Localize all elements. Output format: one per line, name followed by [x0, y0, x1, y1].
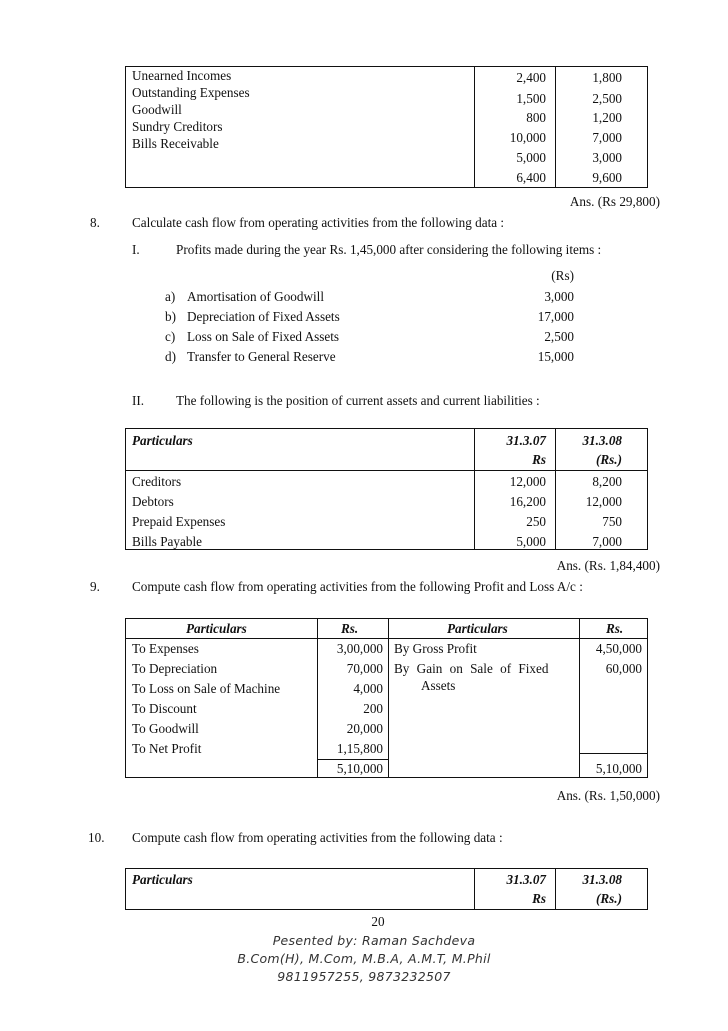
q8-item-letter: d)	[165, 349, 176, 364]
q8-header-col1: 31.3.07	[506, 433, 546, 448]
pl-header-left-particulars: Particulars	[186, 621, 247, 636]
credit-row-label: By Gross Profit	[394, 641, 477, 656]
top-col2-1: 2,500	[592, 91, 622, 106]
table-row-v1: 12,000	[509, 474, 546, 489]
top-label-3: Sundry Creditors	[132, 119, 223, 134]
top-label-0: Unearned Incomes	[132, 68, 232, 83]
right-total-line	[579, 753, 648, 754]
footer-phone: 9811957255, 9873232507	[277, 969, 451, 984]
q8-header-particulars: Particulars	[132, 433, 193, 448]
top-col2-5: 9,600	[592, 170, 622, 185]
credit-row-label: By Gain on Sale of Fixed	[394, 661, 549, 676]
q10-header-particulars: Particulars	[132, 872, 193, 887]
q8-item-letter: b)	[165, 309, 176, 324]
q8-header-col2: 31.3.08	[582, 433, 622, 448]
table-row-v2: 7,000	[592, 534, 622, 549]
credit-row-label-cont: Assets	[421, 678, 456, 693]
top-col1-5: 6,400	[516, 170, 546, 185]
answer-7: Ans. (Rs 29,800)	[569, 194, 660, 209]
q10-header-col2: 31.3.08	[582, 872, 622, 887]
q10-header-col1: 31.3.07	[506, 872, 546, 887]
top-col1-4: 5,000	[516, 150, 546, 165]
top-col2-3: 7,000	[592, 130, 622, 145]
top-col2-0: 1,800	[592, 70, 622, 85]
debit-row-label: To Expenses	[132, 641, 199, 656]
q8-part2-number: II.	[132, 393, 145, 408]
q8-item-value: 15,000	[537, 349, 574, 364]
top-col1-1: 1,500	[516, 91, 546, 106]
footer-presenter: Pesented by: Raman Sachdeva	[272, 933, 476, 948]
table-row-label: Prepaid Expenses	[132, 514, 226, 529]
q9-text: Compute cash flow from operating activities from the following Profit and Loss A/c :	[132, 579, 583, 594]
table-row-label: Bills Payable	[132, 534, 202, 549]
q8-number: 8.	[90, 215, 100, 230]
pl-header-right-particulars: Particulars	[447, 621, 508, 636]
table-row-label: Creditors	[132, 474, 182, 489]
q10-header-col1-unit: Rs	[532, 891, 546, 906]
debit-row-value: 4,000	[353, 681, 383, 696]
q8-table	[125, 428, 648, 550]
q8-unit: (Rs)	[551, 268, 574, 283]
pl-account-table	[125, 618, 648, 778]
top-col1-0: 2,400	[516, 70, 546, 85]
q8-item-value: 17,000	[537, 309, 574, 324]
q8-header-col1-unit: Rs	[532, 452, 546, 467]
q8-item-value: 3,000	[544, 289, 574, 304]
q10-table	[125, 868, 648, 910]
table-row-v1: 16,200	[509, 494, 546, 509]
top-col2-4: 3,000	[592, 150, 622, 165]
q8-part1-text: Profits made during the year Rs. 1,45,000 after considering the following items :	[176, 242, 602, 257]
debit-row-label: To Loss on Sale of Machine	[132, 681, 281, 696]
q8-text: Calculate cash flow from operating activities from the following data :	[132, 215, 505, 230]
left-total-line	[317, 759, 388, 760]
q10-text: Compute cash flow from operating activities from the following data :	[132, 830, 503, 845]
top-label-1: Outstanding Expenses	[132, 85, 250, 100]
q9-number: 9.	[90, 579, 100, 594]
table-row-label: Debtors	[132, 494, 174, 509]
q10-number: 10.	[88, 830, 105, 845]
q8-item-letter: a)	[165, 289, 176, 304]
q10-header-col2-unit: (Rs.)	[595, 891, 622, 906]
footer-qualifications: B.Com(H), M.Com, M.B.A, A.M.T, M.Phil	[237, 951, 491, 966]
debit-row-value: 1,15,800	[336, 741, 383, 756]
q8-item-value: 2,500	[544, 329, 574, 344]
pl-header-right-rs: Rs.	[606, 621, 624, 636]
pl-header-left-rs: Rs.	[341, 621, 359, 636]
top-label-2: Goodwill	[132, 102, 182, 117]
q8-header-col2-unit: (Rs.)	[595, 452, 622, 467]
top-col2-2: 1,200	[592, 110, 622, 125]
q8-item-label: Loss on Sale of Fixed Assets	[187, 329, 340, 344]
q8-part1-number: I.	[132, 242, 140, 257]
q8-item-label: Transfer to General Reserve	[187, 349, 336, 364]
debit-row-label: To Net Profit	[132, 741, 202, 756]
debit-row-value: 70,000	[346, 661, 383, 676]
debit-row-value: 200	[363, 701, 383, 716]
page-number: 20	[371, 914, 385, 929]
q8-item-letter: c)	[165, 329, 176, 344]
answer-8: Ans. (Rs. 1,84,400)	[556, 558, 660, 573]
pl-total-right: 5,10,000	[595, 761, 642, 776]
table-row-v1: 5,000	[516, 534, 546, 549]
top-col1-3: 10,000	[509, 130, 546, 145]
debit-row-value: 20,000	[346, 721, 383, 736]
table-row-v1: 250	[526, 514, 546, 529]
table-row-v2: 8,200	[592, 474, 622, 489]
debit-row-label: To Goodwill	[132, 721, 199, 736]
top-label-4: Bills Receivable	[132, 136, 219, 151]
q8-part2-text: The following is the position of current assets and current liabilities :	[176, 393, 540, 408]
debit-row-value: 3,00,000	[336, 641, 383, 656]
top-col1-2: 800	[526, 110, 546, 125]
debit-row-label: To Discount	[132, 701, 197, 716]
answer-9: Ans. (Rs. 1,50,000)	[556, 788, 660, 803]
q8-item-label: Amortisation of Goodwill	[187, 289, 324, 304]
pl-total-left: 5,10,000	[336, 761, 383, 776]
credit-row-value: 4,50,000	[595, 641, 642, 656]
table-row-v2: 750	[602, 514, 622, 529]
credit-row-value: 60,000	[605, 661, 642, 676]
debit-row-label: To Depreciation	[132, 661, 218, 676]
table-row-v2: 12,000	[585, 494, 622, 509]
q8-item-label: Depreciation of Fixed Assets	[187, 309, 340, 324]
